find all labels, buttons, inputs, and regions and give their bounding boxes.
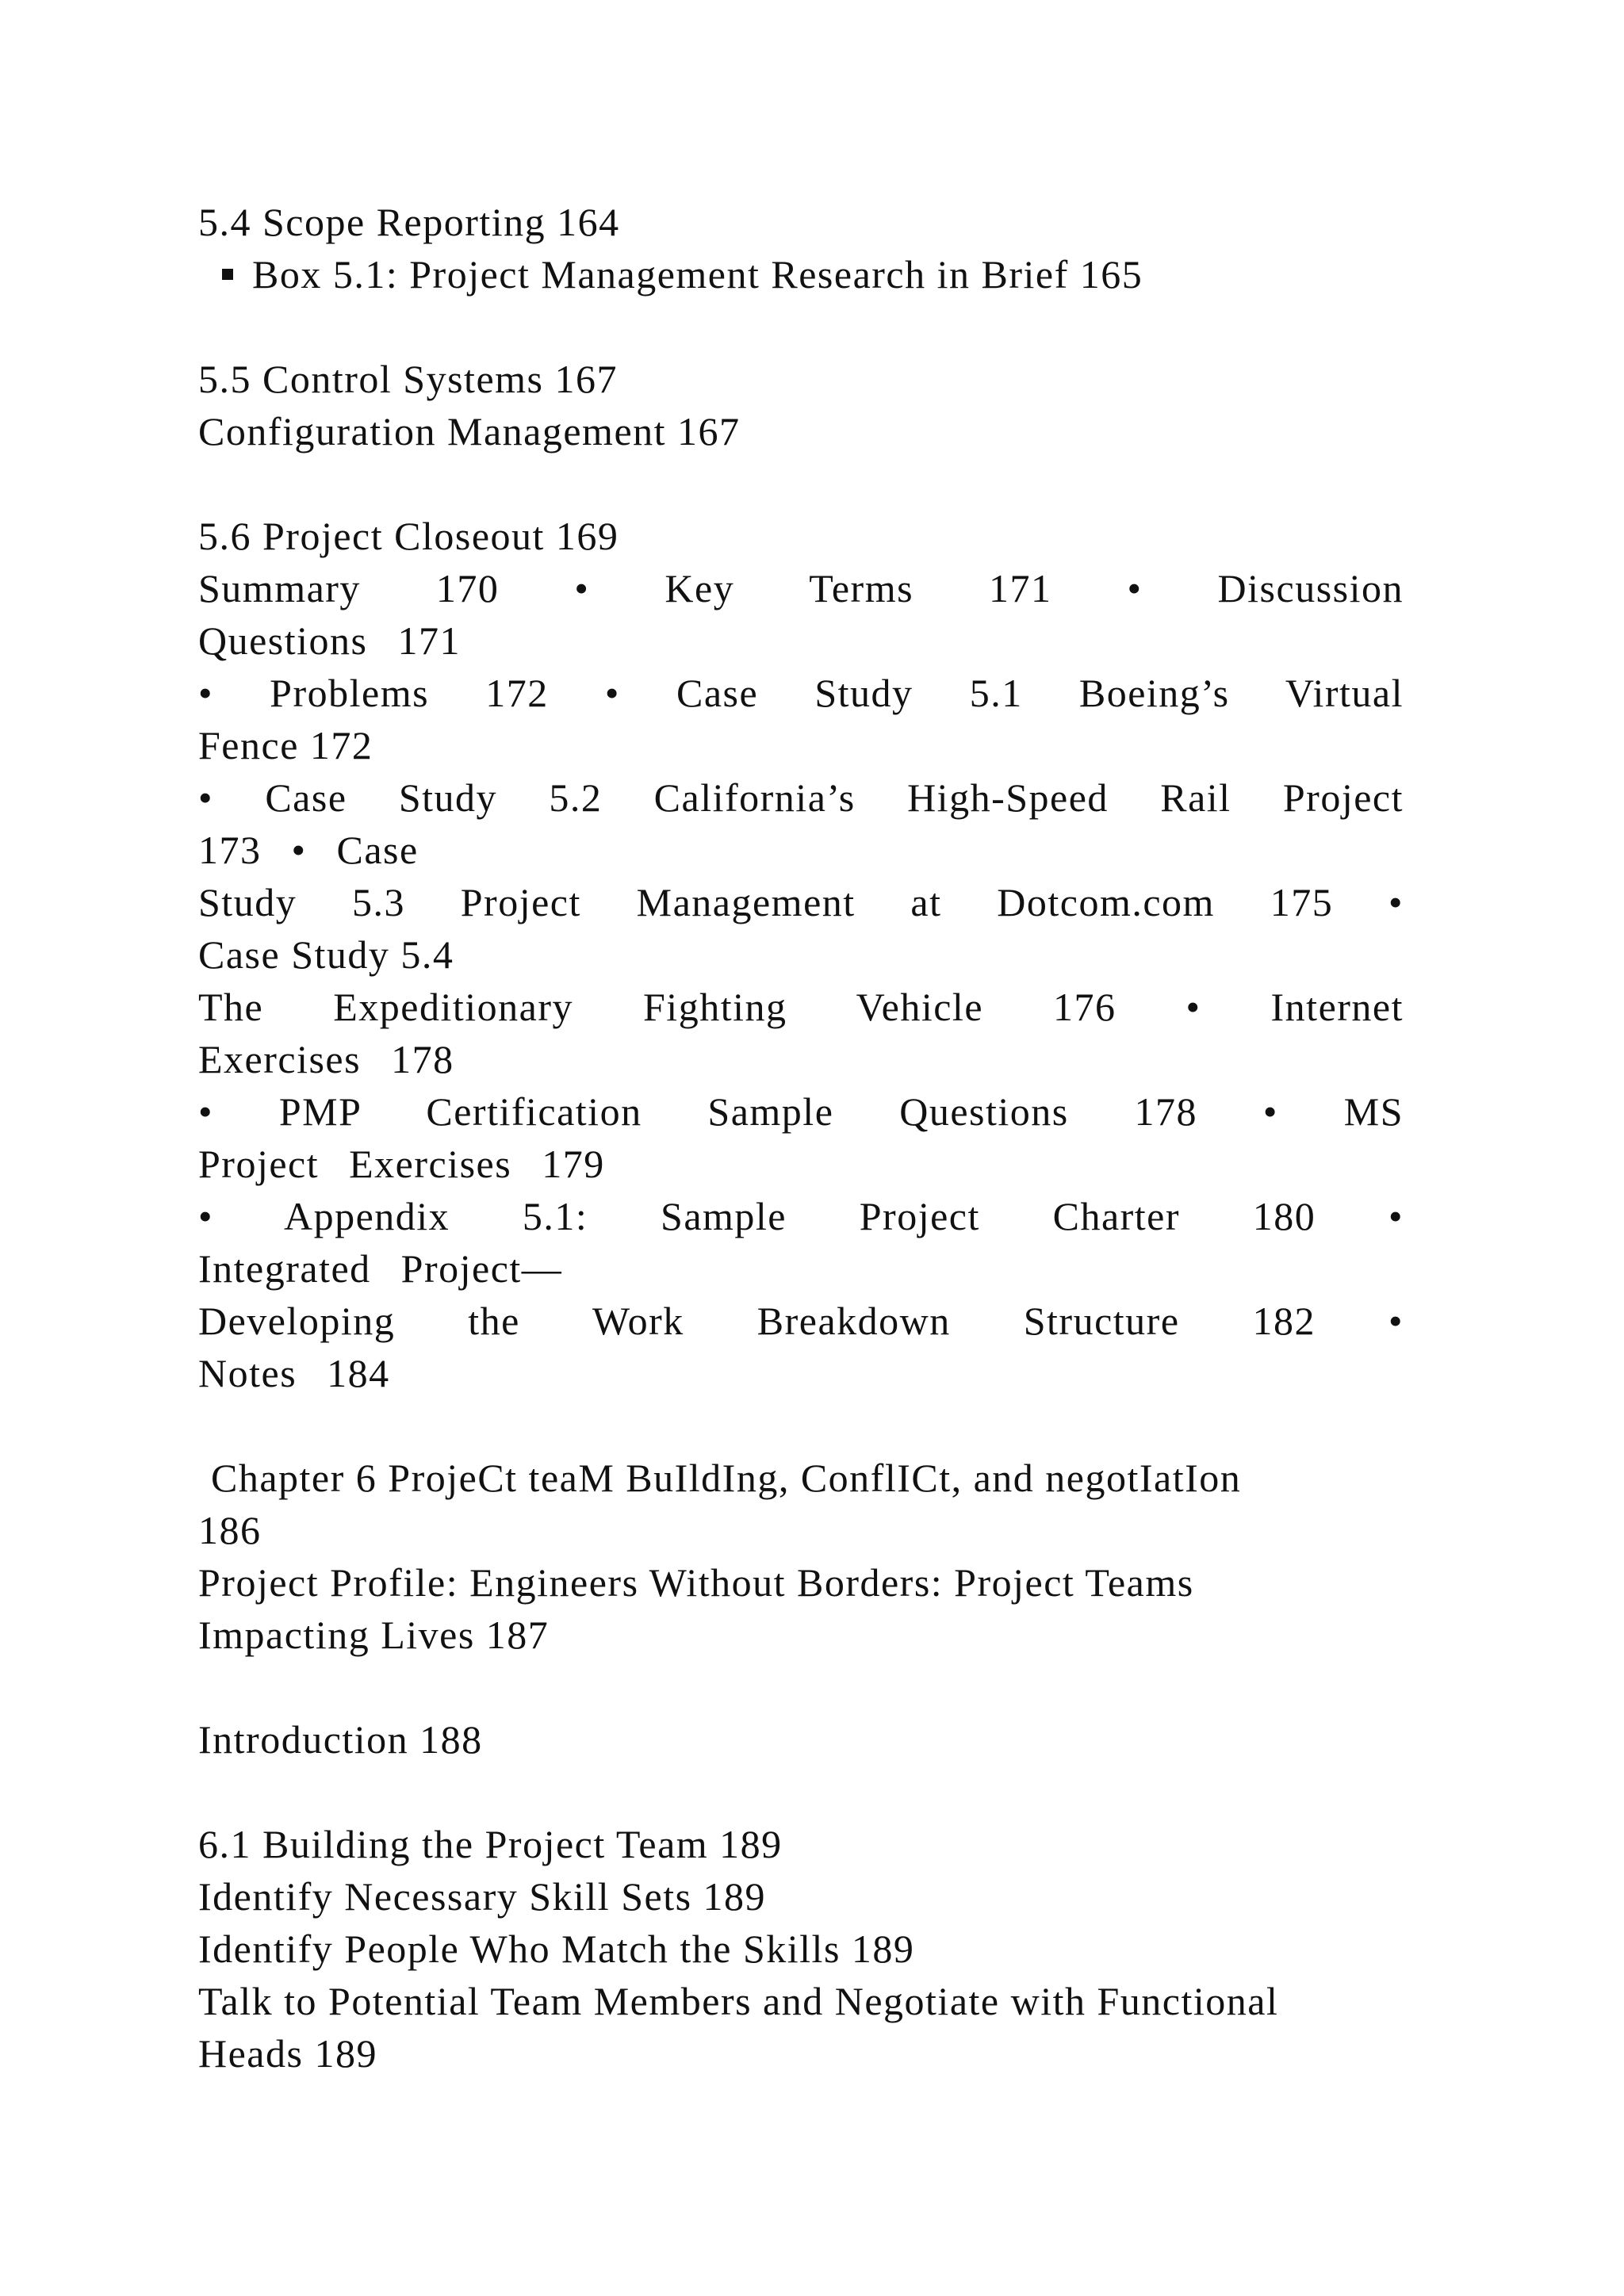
toc-entry-skill-sets: Identify Necessary Skill Sets 189 — [198, 1874, 767, 1919]
toc-entry-building-team: 6.1 Building the Project Team 189 — [198, 1822, 783, 1866]
toc-entry-configuration-management: Configuration Management 167 — [198, 409, 741, 453]
toc-entry-pmp-certification: • PMP Certification Sample Questions 178 • MS — [198, 1089, 1404, 1134]
toc-entry-case-study-5-3: Study 5.3 Project Management at Dotcom.com 175 • — [198, 880, 1404, 924]
toc-entry-ms-project-exercises: Project Exercises 179 — [198, 1142, 605, 1186]
toc-entry-scope-reporting: 5.4 Scope Reporting 164 — [198, 200, 620, 244]
toc-entry-control-systems: 5.5 Control Systems 167 — [198, 357, 618, 401]
toc-entry-integrated-project: Integrated Project— — [198, 1246, 563, 1291]
toc-entry-talk-to-members: Talk to Potential Team Members and Negotiate with Functional — [198, 1979, 1279, 2023]
toc-entry-exercises: Exercises 178 — [198, 1037, 454, 1081]
toc-entry-case-study-5-4: Case Study 5.4 — [198, 932, 454, 977]
chapter-6-heading: Chapter 6 ProjeCt teaM BuIldIng, ConflICt, and negotIatIon — [211, 1456, 1242, 1500]
toc-entry-questions: Questions 171 — [198, 618, 461, 663]
toc-entry-appendix-5-1: • Appendix 5.1: Sample Project Charter 180 • — [198, 1194, 1404, 1238]
toc-entry-wbs: Developing the Work Breakdown Structure 182 • — [198, 1299, 1404, 1343]
toc-entry-project-profile: Project Profile: Engineers Without Borders: Project Teams — [198, 1560, 1194, 1605]
toc-entry-expeditionary-vehicle: The Expeditionary Fighting Vehicle 176 • Internet — [198, 985, 1404, 1029]
toc-entry-impacting-lives: Impacting Lives 187 — [198, 1613, 550, 1657]
toc-entry-box-5-1-text: Box 5.1: Project Management Research in Brief 165 — [252, 252, 1143, 297]
toc-entry-173-case: 173 • Case — [198, 828, 419, 872]
toc-entry-notes: Notes 184 — [198, 1351, 390, 1395]
toc-entry-problems: • Problems 172 • Case Study 5.1 Boeing’s Virtual — [198, 671, 1404, 715]
toc-entry-case-study-5-2: • Case Study 5.2 California’s High-Speed Rail Project — [198, 775, 1404, 820]
toc-entry-heads: Heads 189 — [198, 2031, 377, 2076]
chapter-6-page-number: 186 — [198, 1508, 262, 1552]
toc-entry-identify-people: Identify People Who Match the Skills 189 — [198, 1927, 915, 1971]
square-bullet-icon — [222, 269, 233, 280]
toc-entry-summary: Summary 170 • Key Terms 171 • Discussion — [198, 566, 1404, 610]
toc-entry-introduction: Introduction 188 — [198, 1717, 483, 1762]
toc-entry-box-5-1 — [222, 248, 1427, 300]
toc-entry-fence: Fence 172 — [198, 723, 373, 767]
toc-entry-project-closeout: 5.6 Project Closeout 169 — [198, 514, 619, 558]
